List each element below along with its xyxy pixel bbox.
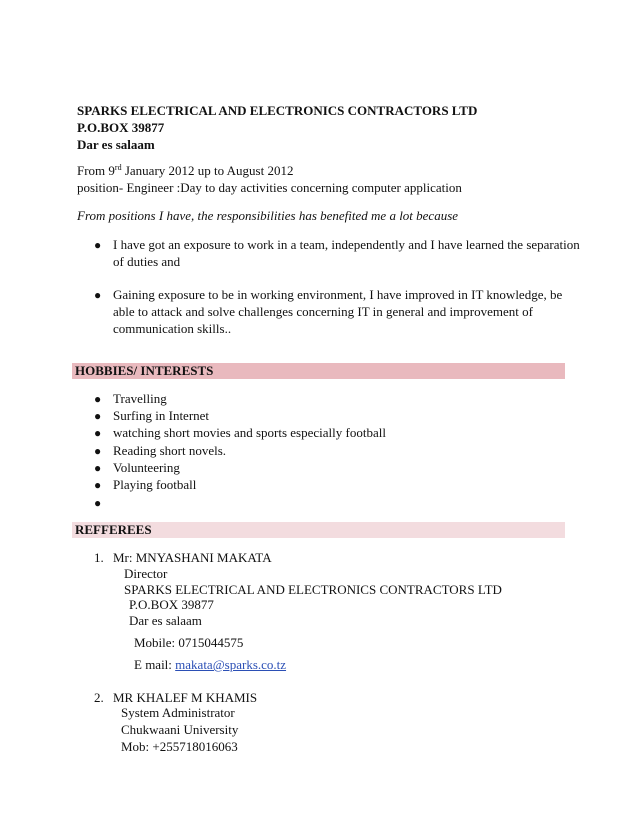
bullet-icon: ● — [94, 238, 102, 252]
bullet-icon: ● — [94, 444, 102, 458]
employer-city: Dar es salaam — [77, 137, 155, 152]
hobby-item: Reading short novels. — [113, 443, 227, 458]
referee-2-mobile: Mob: +255718016063 — [121, 739, 238, 754]
referee-2-title: System Administrator — [121, 705, 235, 720]
responsibility-2-line-2: able to attack and solve challenges concerning IT in general and improvement of — [113, 304, 533, 319]
referee-1-email-line — [134, 657, 286, 673]
referee-1-name: Mr: MNYASHANI MAKATA — [113, 550, 272, 565]
referee-2-org: Chukwaani University — [121, 722, 239, 737]
responsibility-1-line-1: I have got an exposure to work in a team, independently and I have learned the separation — [113, 237, 580, 252]
bullet-icon: ● — [94, 478, 102, 492]
bullet-icon: ● — [94, 461, 102, 475]
employment-period — [77, 163, 293, 179]
referee-1-title: Director — [124, 566, 168, 581]
referee-2-name: MR KHALEF M KHAMIS — [113, 690, 258, 705]
referee-1-number: 1. — [94, 550, 104, 565]
referee-1-company: SPARKS ELECTRICAL AND ELECTRONICS CONTRACTORS LTD — [124, 582, 502, 597]
employer-name: SPARKS ELECTRICAL AND ELECTRONICS CONTRACTORS LTD — [77, 103, 478, 118]
period-rest: January 2012 up to August 2012 — [121, 163, 294, 178]
referee-2-number: 2. — [94, 690, 104, 705]
employer-pobox: P.O.BOX 39877 — [77, 120, 165, 135]
responsibilities-intro: From positions I have, the responsibilities has benefited me a lot because — [77, 208, 459, 223]
bullet-icon: ● — [94, 426, 102, 440]
bullet-icon: ● — [94, 496, 102, 510]
referee-1-pobox: P.O.BOX 39877 — [129, 597, 214, 612]
referee-1-mobile: Mobile: 0715044575 — [134, 635, 244, 650]
hobbies-heading: HOBBIES/ INTERESTS — [72, 363, 565, 379]
hobby-item: Surfing in Internet — [113, 408, 210, 423]
responsibility-2-line-3: communication skills.. — [113, 321, 232, 336]
referees-heading: REFFEREES — [72, 522, 565, 538]
period-sup: rd — [114, 163, 122, 172]
bullet-icon: ● — [94, 409, 102, 423]
bullet-icon: ● — [94, 288, 102, 302]
hobby-item: Volunteering — [113, 460, 180, 475]
referee-1-email-link[interactable]: makata@sparks.co.tz — [175, 657, 287, 672]
bullet-icon: ● — [94, 392, 102, 406]
period-from: From 9 — [77, 163, 115, 178]
responsibility-2-line-1: Gaining exposure to be in working environment, I have improved in IT knowledge, be — [113, 287, 563, 302]
hobby-item: Travelling — [113, 391, 167, 406]
responsibility-1-line-2: of duties and — [113, 254, 181, 269]
hobby-item: Playing football — [113, 477, 197, 492]
hobby-item: watching short movies and sports especially football — [113, 425, 386, 440]
position-line: position- Engineer :Day to day activities concerning computer application — [77, 180, 462, 195]
referee-1-city: Dar es salaam — [129, 613, 202, 628]
email-label: E mail: — [134, 657, 176, 672]
